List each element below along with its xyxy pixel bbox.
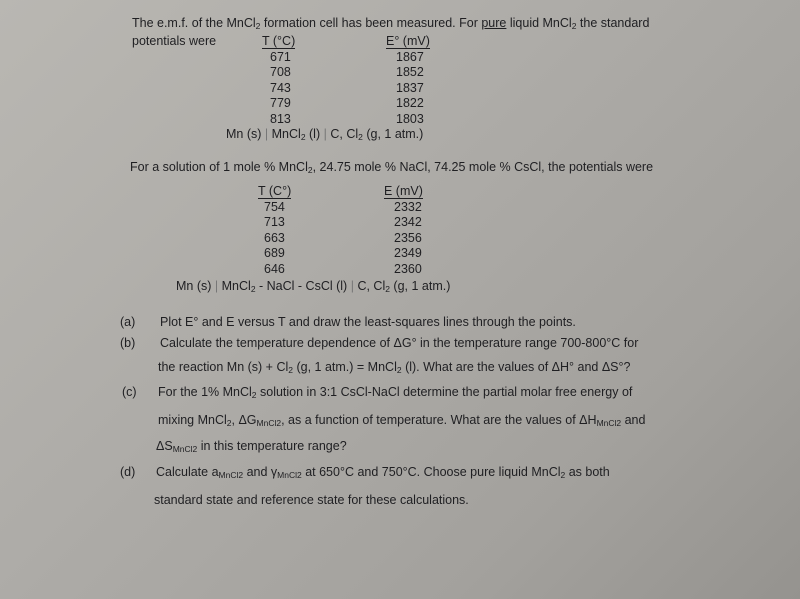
intro-line-2: potentials were xyxy=(132,34,217,48)
table2-header-t: T (C°) xyxy=(258,184,292,198)
table2-e-1: 2342 xyxy=(394,215,422,230)
table2-t-3: 689 xyxy=(264,246,285,261)
question-c-label: (c) xyxy=(122,385,137,399)
question-b-label: (b) xyxy=(120,336,136,350)
intro-line-1: The e.m.f. of the MnCl$_2$ formation cell has been measured. For pure liquid MnCl$_2$ the standard xyxy=(132,16,650,31)
table1-temperature-column xyxy=(262,34,295,128)
question-b-line-1: Calculate the temperature dependence of ΔG° in the temperature range 700-800°C for xyxy=(160,336,639,350)
table1-t-3: 779 xyxy=(270,96,291,111)
table1-header-t: T (°C) xyxy=(262,34,296,48)
table2-t-1: 713 xyxy=(264,215,285,230)
table1-t-1: 708 xyxy=(270,65,291,80)
table2-t-4: 646 xyxy=(264,261,285,276)
cell2-notation: Mn (s) | MnCl$_2$ - NaCl - CsCl (l) | C, $Cl_2$ (g, 1 atm.) xyxy=(176,279,451,294)
table2-temperature-column xyxy=(258,184,291,278)
table2-t-2: 663 xyxy=(264,230,285,245)
question-d-line-2: standard state and reference state for these calculations. xyxy=(154,493,469,507)
question-c-line-1: For the 1% MnCl$_2$ solution in 3:1 CsCl-NaCl determine the partial molar free energy of xyxy=(158,385,633,400)
table1-potential-column xyxy=(386,34,430,128)
question-a-text: Plot E° and E versus T and draw the least-squares lines through the points. xyxy=(160,315,576,329)
question-b-line-2: the reaction Mn $(s) + Cl_2$ (g, 1 atm.) = MnCl$_2$ (l). What are the values of ΔH° and ΔS°? xyxy=(158,360,631,375)
table1-e-0: 1867 xyxy=(396,49,424,64)
table1-t-2: 743 xyxy=(270,80,291,95)
table1-header-e: E° (mV) xyxy=(386,34,430,48)
table1-e-3: 1822 xyxy=(396,96,424,111)
table2-e-2: 2356 xyxy=(394,230,422,245)
table2-e-3: 2349 xyxy=(394,246,422,261)
table1-e-1: 1852 xyxy=(396,65,424,80)
cell1-notation: Mn (s) | MnCl$_2$ (l) | C, $Cl_2$ (g, 1 atm.) xyxy=(226,127,424,142)
question-d-line-1: Calculate $a_{MnCl2}$ and $\gamma_{MnCl2}$ at 650°C and 750°C. Choose pure liquid MnCl$_2$ as both xyxy=(156,465,610,480)
question-c-line-2: mixing MnCl$_2$, $\Delta G_{MnCl2}$, as a function of temperature. What are the values of $\Delta H_{MnCl2}$ and xyxy=(158,413,646,428)
table2-e-0: 2332 xyxy=(394,199,422,214)
solution-statement: For a solution of 1 mole % MnCl$_2$, 24.75 mole % NaCl, 74.25 mole % CsCl, the potentials were xyxy=(130,160,654,175)
question-c-line-3: $\Delta S_{MnCl2}$ in this temperature range? xyxy=(156,439,347,454)
table2-potential-column xyxy=(384,184,423,278)
table1-t-0: 671 xyxy=(270,49,291,64)
table2-e-4: 2360 xyxy=(394,261,422,276)
question-d-label: (d) xyxy=(120,465,136,479)
question-a-label: (a) xyxy=(120,315,136,329)
table2-header-e: E (mV) xyxy=(384,184,423,198)
table2-t-0: 754 xyxy=(264,199,285,214)
table1-e-4: 1803 xyxy=(396,111,424,126)
table1-e-2: 1837 xyxy=(396,80,424,95)
table1-t-4: 813 xyxy=(270,111,291,126)
